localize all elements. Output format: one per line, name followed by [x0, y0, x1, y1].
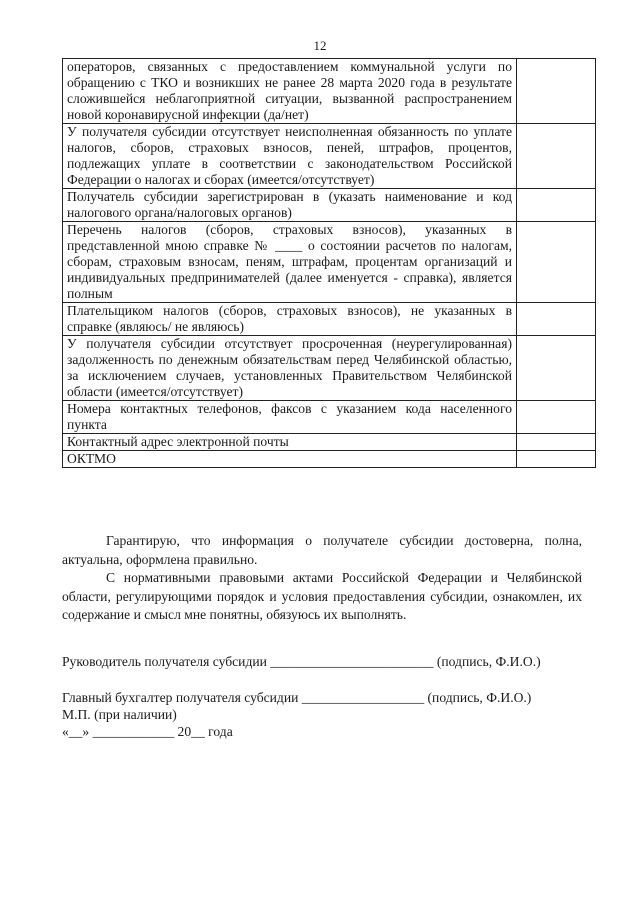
row-label: У получателя субсидии отсутствует неисполненная обязанность по уплате налогов, сборов, страховых взносов, пеней, штрафов, процентов, подлежащих уплате в соответствии с законодательством Российской Федерации о налогах и сборах (имеется/отсутствует) [63, 124, 517, 189]
acknowledgement-paragraph: С нормативными правовыми актами Российской Федерации и Челябинской области, регулирующими порядок и условия предоставления субсидии, ознакомлен, их содержание и смысл мне понятны, обязуюсь их выполнять. [62, 570, 582, 622]
head-signature-line: Руководитель получателя субсидии ________________________ (подпись, Ф.И.О.) [62, 654, 541, 669]
table-row [63, 434, 596, 451]
row-value-cell [517, 59, 596, 124]
table-row [63, 401, 596, 434]
row-label: ОКТМО [63, 451, 517, 468]
table-row [63, 336, 596, 401]
row-value-cell [517, 303, 596, 336]
accountant-signature-line: Главный бухгалтер получателя субсидии __________________ (подпись, Ф.И.О.) [62, 690, 532, 705]
row-label: операторов, связанных с предоставлением коммунальной услуги по обращению с ТКО и возникших не ранее 28 марта 2020 года в результате сложившейся неблагоприятной ситуации, вызванной распространением новой коронавирусной инфекции (да/нет) [63, 59, 517, 124]
table-row [63, 124, 596, 189]
row-value-cell [517, 189, 596, 222]
subsidy-info-table [62, 58, 596, 468]
row-value-cell [517, 124, 596, 189]
row-label: Получатель субсидии зарегистрирован в (указать наименование и код налогового органа/налоговых органов) [63, 189, 517, 222]
row-value-cell [517, 451, 596, 468]
date-line: «__» ____________ 20__ года [62, 724, 233, 739]
row-value-cell [517, 336, 596, 401]
row-label: Перечень налогов (сборов, страховых взносов), указанных в представленной мною справке № ____ о состоянии расчетов по налогам, сборам, страховым взносам, пеням, штрафам, процентам организаций и индивидуальных предпринимателей (далее именуется - справка), является полным [63, 222, 517, 303]
row-value-cell [517, 401, 596, 434]
row-label: Плательщиком налогов (сборов, страховых взносов), не указанных в справке (являюсь/ не являюсь) [63, 303, 517, 336]
row-value-cell [517, 434, 596, 451]
table-row [63, 189, 596, 222]
table-row [63, 451, 596, 468]
table-row [63, 303, 596, 336]
table-row [63, 222, 596, 303]
row-label: Номера контактных телефонов, факсов с указанием кода населенного пункта [63, 401, 517, 434]
stamp-note: М.П. (при наличии) [62, 707, 177, 722]
row-value-cell [517, 222, 596, 303]
row-label: У получателя субсидии отсутствует просроченная (неурегулированная) задолженность по денежным обязательствам перед Челябинской областью, за исключением случаев, установленных Правительством Челябинской области (имеется/отсутствует) [63, 336, 517, 401]
guarantee-paragraph: Гарантирую, что информация о получателе субсидии достоверна, полна, актуальна, оформлена правильно. [62, 533, 582, 567]
table-row [63, 59, 596, 124]
page-number: 12 [313, 38, 327, 53]
row-label: Контактный адрес электронной почты [63, 434, 517, 451]
